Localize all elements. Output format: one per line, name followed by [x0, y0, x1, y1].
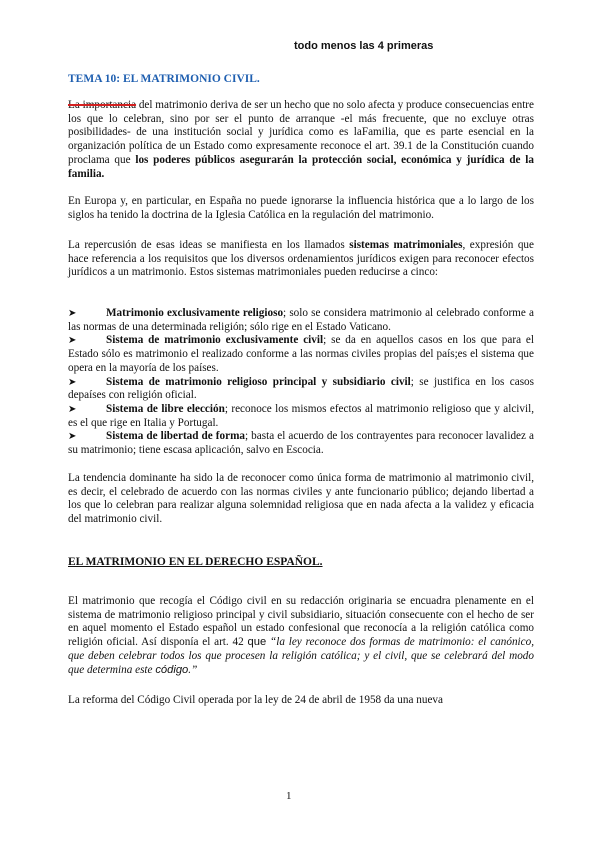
list-item-term: Matrimonio exclusivamente religioso — [106, 307, 284, 319]
list-item-text: ; se da en aquellos casos en los que para el Estado sólo es matrimonio el realizado conforme a las normas civiles propias del país;es el sistema que opera en la mayoría de los países. — [68, 334, 534, 374]
paragraph-europa: En Europa y, en particular, en España no puede ignorarse la influencia histórica que a lo largo de los siglos ha tenido la doctrina de la Iglesia Católica en la regulación del matrimonio. — [68, 195, 534, 221]
paragraph-codigo-civil — [68, 595, 534, 677]
que-word: que — [247, 636, 267, 649]
list-item — [68, 376, 534, 403]
arrow-bullet-icon: ➤ — [68, 431, 77, 443]
list-item — [68, 403, 534, 430]
paragraph-text: La repercusión de esas ideas se manifiesta en los llamados — [68, 239, 350, 251]
paragraph-reforma: La reforma del Código Civil operada por la ley de 24 de abril de 1958 da una nueva — [68, 694, 443, 706]
list-item-term: Sistema de libre elección — [106, 402, 225, 415]
quote-close: .” — [188, 663, 198, 676]
list-item-text: ; reconoce los mismos efectos al matrimonio religioso que y alcivil, es el que rige en Italia y Portugal. — [68, 402, 534, 429]
list-item-term: Sistema de matrimonio exclusivamente civil — [106, 334, 324, 347]
list-item — [68, 430, 534, 457]
arrow-bullet-icon: ➤ — [68, 403, 77, 415]
italic-quote: “la ley reconoce dos formas de matrimonio: el canónico, que deben celebrar todos los que procesen la religión católica; y el civil, que se celebrará del modo que determina este — [68, 636, 534, 676]
systems-list — [68, 307, 534, 458]
bold-quote: los poderes públicos asegurarán la protección social, económica y jurídica de la familia. — [68, 153, 534, 180]
paragraph-text: El matrimonio que recogía el Código civil en su redacción originaria se encuadra plenamente en el sistema de matrimonio religioso principal y civil subsidiario, situación consecuente con el hecho de ser en aquel momento el Estado español un estado confesional que reconocía a la religión católica como religión oficial. Así disponía el art. 42 — [68, 595, 534, 649]
list-item-term: Sistema de libertad de forma — [106, 430, 246, 443]
arrow-bullet-icon: ➤ — [68, 376, 77, 388]
paragraph-text: del matrimonio deriva de ser un hecho que no solo afecta y produce consecuencias entre los que lo celebran, sino por ser el punto de arranque -el más frecuente, que no excluye otras posibilidades- de una institución social y jurídica como es laFamilia, que es parte esencial en la organización política de un Estado como expresamente reconoce el art. 39.1 de la Constitución cuando proclama que — [68, 99, 534, 166]
arrow-bullet-icon: ➤ — [68, 308, 77, 319]
section-title: EL MATRIMONIO EN EL DERECHO ESPAÑOL. — [68, 556, 323, 568]
page-number: 1 — [286, 790, 292, 802]
bold-term: sistemas matrimoniales — [349, 239, 463, 251]
paragraph-sistemas — [68, 239, 534, 280]
list-item-term: Sistema de matrimonio religioso principal y subsidiario civil — [106, 375, 411, 388]
list-item-text: ; solo se considera matrimonio al celebrado conforme a las normas de una determinada religión; sólo rige en el Estado Vaticano. — [68, 307, 534, 333]
header-note: todo menos las 4 primeras — [294, 40, 434, 52]
struck-text: La importancia — [68, 99, 137, 111]
paragraph-text: , expresión que hace referencia a los requisitos que los diversos ordenamientos jurídicos exigen para reconocer efectos jurídicos a un matrimonio. Estos sistemas matrimoniales pueden reducirse a cinco: — [68, 239, 534, 279]
arrow-bullet-icon: ➤ — [68, 335, 77, 347]
list-item — [68, 334, 534, 375]
codigo-word: código — [155, 663, 189, 676]
list-item-text: ; se justifica en los casos depaíses con religión oficial. — [68, 375, 535, 402]
paragraph-tendencia: La tendencia dominante ha sido la de reconocer como única forma de matrimonio al matrimonio civil, es decir, el celebrado de acuerdo con las normas civiles y ante funcionario público; dejando libertad a los que lo celebran para realizar alguna solemnidad religiosa que en nada afecta a la validez y eficacia del matrimonio civil. — [68, 472, 534, 526]
list-item — [68, 307, 534, 334]
page-title: TEMA 10: EL MATRIMONIO CIVIL. — [68, 73, 260, 85]
list-item-text: ; basta el acuerdo de los contrayentes para reconocer lavalidez a su matrimonio; tiene escasa aplicación, salvo en Escocia. — [68, 430, 535, 457]
paragraph-importancia — [68, 99, 534, 181]
